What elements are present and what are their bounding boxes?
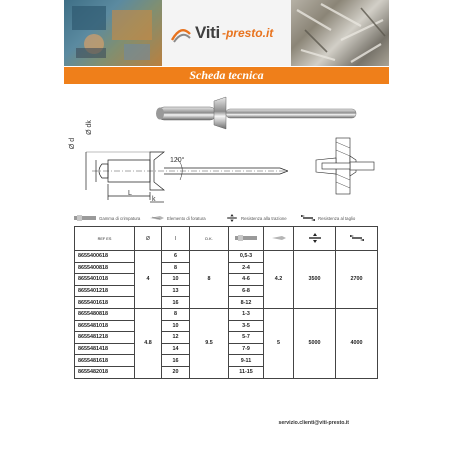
cell-length: 10 [162, 320, 190, 332]
head-k-label: k [152, 196, 156, 203]
tensile-force-icon [309, 233, 321, 243]
cell-code: 8655400818 [75, 262, 135, 274]
cell-grip: 6-8 [229, 285, 264, 297]
page-title: Scheda tecnica [189, 68, 264, 82]
rivet-section-drawing [308, 136, 380, 196]
cell-length: 16 [162, 355, 190, 367]
cell-code: 8655401018 [75, 274, 135, 286]
cell-length: 6 [162, 251, 190, 263]
cell-drill: 5 [264, 308, 294, 378]
contact-email-link[interactable]: servizio.clienti@viti-presto.it [278, 420, 349, 426]
cell-tensile: 3500 [294, 251, 336, 309]
header [64, 0, 389, 66]
legend-item-tensile [226, 213, 287, 223]
shear-force-icon [350, 234, 364, 242]
cell-code: 8655481618 [75, 355, 135, 367]
cell-shear: 4000 [336, 308, 378, 378]
cell-grip: 2-4 [229, 262, 264, 274]
drill-icon [272, 234, 286, 242]
rivet-length-icon [235, 234, 257, 242]
rivet-length-icon [74, 214, 96, 222]
cell-length: 16 [162, 297, 190, 309]
cell-code: 8655401218 [75, 285, 135, 297]
shear-force-icon [301, 214, 315, 222]
cell-head: 9.5 [190, 308, 229, 378]
legend-label: Elemento di foratura [167, 215, 206, 221]
table-row [75, 251, 378, 263]
cell-code: 8655400618 [75, 251, 135, 263]
cell-length: 8 [162, 262, 190, 274]
cell-code: 8655481218 [75, 332, 135, 344]
cell-grip: 11-15 [229, 366, 264, 378]
cell-tensile: 5000 [294, 308, 336, 378]
legend [74, 213, 384, 223]
diameter-dk-label: Ø dk [85, 120, 93, 135]
cell-grip: 8-12 [229, 297, 264, 309]
header-drill [264, 227, 294, 251]
legend-label: Resistenza al taglio [318, 215, 356, 221]
tensile-force-icon [226, 214, 238, 222]
length-l-label: L [128, 190, 132, 197]
cell-length: 8 [162, 308, 190, 320]
legend-item-drill [150, 213, 206, 223]
cell-diameter: 4.8 [135, 308, 162, 378]
header-head: D.K. [190, 227, 229, 251]
header-photo-tools [64, 0, 162, 66]
cell-code: 8655482018 [75, 366, 135, 378]
legend-label: Gamma di crimpatura [99, 215, 141, 221]
header-tensile [294, 227, 336, 251]
legend-item-shear [301, 213, 355, 223]
legend-label: Resistenza alla trazione [241, 215, 287, 221]
header-diameter: Ø [135, 227, 162, 251]
brand-logo[interactable] [170, 18, 286, 48]
table-row [75, 308, 378, 320]
spec-table-body [75, 251, 378, 379]
logo-mark-icon [170, 22, 192, 44]
title-banner [64, 67, 389, 84]
brand-suffix: -presto.it [221, 26, 274, 40]
cell-grip: 0,5-3 [229, 251, 264, 263]
cell-grip: 4-6 [229, 274, 264, 286]
cell-length: 12 [162, 332, 190, 344]
cell-length: 10 [162, 274, 190, 286]
cell-drill: 4.2 [264, 251, 294, 309]
header-grip [229, 227, 264, 251]
cell-grip: 7-9 [229, 343, 264, 355]
cell-grip: 3-5 [229, 320, 264, 332]
header-length: l [162, 227, 190, 251]
table-header-row [75, 227, 378, 251]
header-photo-screws [291, 0, 389, 66]
cell-diameter: 4 [135, 251, 162, 309]
drill-icon [150, 214, 164, 222]
datasheet-page [64, 0, 389, 452]
cell-code: 8655401618 [75, 297, 135, 309]
angle-label: 120° [170, 157, 185, 164]
cell-shear: 2700 [336, 251, 378, 309]
cell-length: 13 [162, 285, 190, 297]
cell-grip: 9-11 [229, 355, 264, 367]
cell-grip: 5-7 [229, 332, 264, 344]
cell-length: 20 [162, 366, 190, 378]
cell-code: 8655481018 [75, 320, 135, 332]
header-shear [336, 227, 378, 251]
cell-length: 14 [162, 343, 190, 355]
spec-table [74, 226, 378, 379]
legend-item-grip [74, 213, 140, 223]
diameter-d-label: Ø d [69, 137, 77, 150]
cell-grip: 1-3 [229, 308, 264, 320]
brand-name: Viti [195, 23, 220, 42]
cell-code: 8655480818 [75, 308, 135, 320]
cell-code: 8655481418 [75, 343, 135, 355]
cell-head: 8 [190, 251, 229, 309]
header-code: REF ES [75, 227, 135, 251]
